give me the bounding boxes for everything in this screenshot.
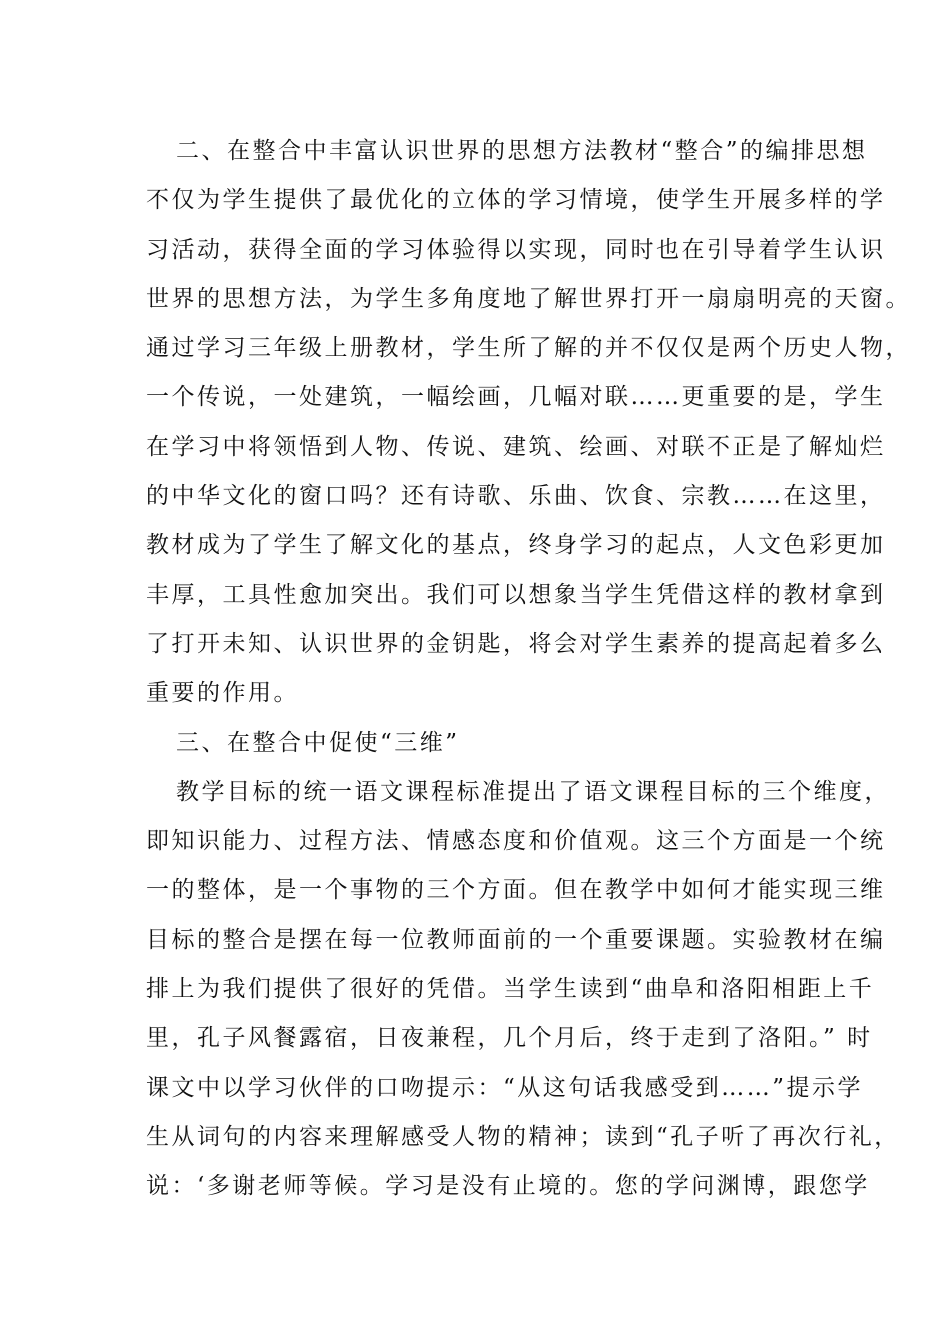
paragraph-line: 课文中以学习伙伴的口吻提示：“从这句话我感受到……”提示学	[146, 1074, 864, 1101]
paragraph-line: 的中华文化的窗口吗？还有诗歌、乐曲、饮食、宗教……在这里，	[146, 483, 886, 510]
paragraph-line: 丰厚，工具性愈加突出。我们可以想象当学生凭借这样的教材拿到	[146, 581, 886, 608]
paragraph-line: 教材成为了学生了解文化的基点，终身学习的起点，人文色彩更加	[146, 532, 886, 559]
paragraph-line: 教学目标的统一语文课程标准提出了语文课程目标的三个维度，	[176, 778, 890, 805]
paragraph-line: 目标的整合是摆在每一位教师面前的一个重要课题。实验教材在编	[146, 926, 886, 953]
section-heading-two: 二、在整合中丰富认识世界的思想方法教材“整合”的编排思想	[176, 138, 868, 164]
paragraph-line: 重要的作用。	[146, 680, 299, 707]
paragraph-line: 在学习中将领悟到人物、传说、建筑、绘画、对联不正是了解灿烂	[146, 433, 886, 460]
paragraph-line: 一个传说，一处建筑，一幅绘画，几幅对联……更重要的是，学生	[146, 384, 886, 411]
paragraph-line: 排上为我们提供了很好的凭借。当学生读到“曲阜和洛阳相距上千	[146, 976, 875, 1003]
paragraph-line: 生从词句的内容来理解感受人物的精神；读到“孔子听了再次行礼，	[146, 1123, 900, 1150]
paragraph-line: 说：‘多谢老师等候。学习是没有止境的。您的学问渊博，跟您学	[146, 1173, 870, 1200]
paragraph-line: 习活动，获得全面的学习体验得以实现，同时也在引导着学生认识	[146, 236, 886, 263]
paragraph-line: 里，孔子风餐露宿，日夜兼程，几个月后，终于走到了洛阳。” 时	[146, 1025, 873, 1052]
paragraph-line: 不仅为学生提供了最优化的立体的学习情境，使学生开展多样的学	[146, 187, 886, 214]
document-body	[146, 127, 911, 1212]
section-heading-three: 三、在整合中促使“三维”	[176, 729, 460, 756]
paragraph-line: 通过学习三年级上册教材，学生所了解的并不仅仅是两个历史人物，	[146, 335, 911, 362]
paragraph-line: 一的整体，是一个事物的三个方面。但在教学中如何才能实现三维	[146, 877, 886, 904]
paragraph-line: 了打开未知、认识世界的金钥匙，将会对学生素养的提高起着多么	[146, 630, 886, 657]
paragraph-line: 世界的思想方法，为学生多角度地了解世界打开一扇扇明亮的天窗。	[146, 285, 911, 312]
paragraph-line: 即知识能力、过程方法、情感态度和价值观。这三个方面是一个统	[146, 828, 886, 855]
